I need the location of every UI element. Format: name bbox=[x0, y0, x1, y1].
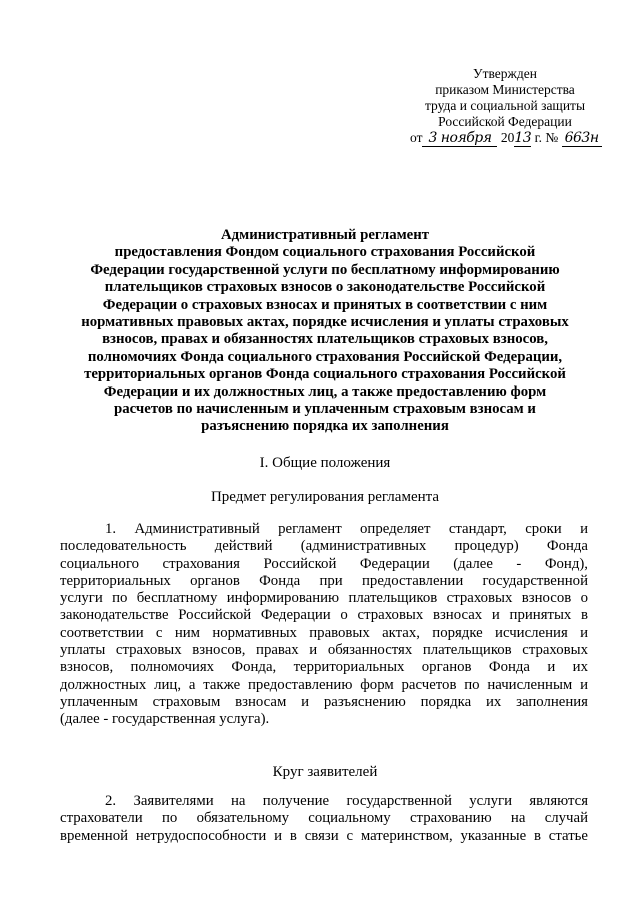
title-line: разъяснению порядка их заполнения bbox=[201, 418, 449, 435]
paragraph-line: уплаченным страховым взносам и разъяснению порядка их заполнения bbox=[60, 693, 588, 710]
handwritten-year: 13 bbox=[514, 130, 532, 146]
paragraph-line: страхователи по обязательному социальному страхованию на случай bbox=[60, 810, 588, 827]
paragraph-2 bbox=[60, 793, 588, 845]
title-line: полномочиях Фонда социального страхования Российской Федерации, bbox=[87, 348, 563, 365]
title-line: Административный регламент bbox=[220, 227, 430, 243]
paragraph-line: взносов, полномочиях Фонда, территориальных органов Фонда и их bbox=[60, 659, 588, 676]
paragraph-line: (далее - государственная услуга). bbox=[60, 711, 270, 728]
title-line: территориальных органов Фонда социального страхования Российской bbox=[84, 366, 566, 383]
title-line: нормативных правовых актах, порядке исчисления и уплаты страховых bbox=[81, 314, 569, 331]
paragraph-line: услуги по бесплатному информированию плательщиков страховых взносов о bbox=[60, 590, 588, 607]
title-line: Федерации государственной услуги по бесплатному информированию bbox=[90, 261, 560, 278]
paragraph-line: временной нетрудоспособности и в связи с материнством, указанные в статье bbox=[60, 827, 588, 844]
title-line: взносов, правах и обязанностях плательщиков страховых взносов, bbox=[102, 331, 548, 348]
paragraph-line: 1. Административный регламент определяет стандарт, сроки и bbox=[105, 521, 588, 537]
year-prefix: 20 bbox=[500, 130, 515, 145]
approval-line: труда и социальной защиты bbox=[424, 98, 586, 113]
paragraph-line: соответствии с ним нормативных правовых актах, порядке исчисления и bbox=[60, 624, 588, 641]
subheading-applicants: Круг заявителей bbox=[272, 764, 378, 780]
paragraph-line: социального страхования Российской Федерации (далее - Фонд), bbox=[60, 555, 588, 572]
paragraph-1 bbox=[60, 521, 588, 729]
document-title bbox=[60, 227, 590, 436]
approval-line: Российской Федерации bbox=[438, 114, 572, 129]
approval-line: Утвержден bbox=[473, 66, 537, 81]
handwritten-date: 3 ноября bbox=[422, 130, 497, 147]
subheading-subject: Предмет регулирования регламента bbox=[210, 489, 440, 505]
paragraph-line: должностных лиц, а также предоставлению форм расчетов по начисленным и bbox=[60, 676, 588, 693]
title-line: расчетов по начисленным и уплаченным страховым взносам и bbox=[114, 401, 536, 418]
approval-line: приказом Министерства bbox=[435, 82, 575, 97]
approval-stamp bbox=[410, 66, 600, 147]
section-heading: I. Общие положения bbox=[259, 455, 391, 471]
paragraph-line: уплаты страховых взносов, правах и обязанностях плательщиков страховых bbox=[60, 642, 588, 659]
title-line: плательщиков страховых взносов о законодательстве Российской bbox=[104, 279, 546, 296]
title-line: предоставления Фондом социального страхования Российской bbox=[114, 244, 536, 261]
paragraph-line: последовательность действий (административных процедур) Фонда bbox=[60, 538, 588, 555]
year-suffix: г. № bbox=[534, 130, 559, 145]
paragraph-line: 2. Заявителями на получение государственной услуги являются bbox=[105, 793, 588, 809]
handwritten-number: 663н bbox=[562, 130, 602, 147]
title-line: Федерации о страховых взносах и принятых в соответствии с ним bbox=[102, 296, 548, 313]
paragraph-line: территориальных органов Фонда при предоставлении государственной bbox=[60, 572, 588, 589]
approval-date-line bbox=[410, 130, 600, 147]
paragraph-line: законодательстве Российской Федерации о страховых взносах и принятых в bbox=[60, 607, 588, 624]
title-line: Федерации и их должностных лиц, а также предоставлению форм bbox=[103, 383, 547, 400]
from-label: от bbox=[410, 130, 423, 145]
